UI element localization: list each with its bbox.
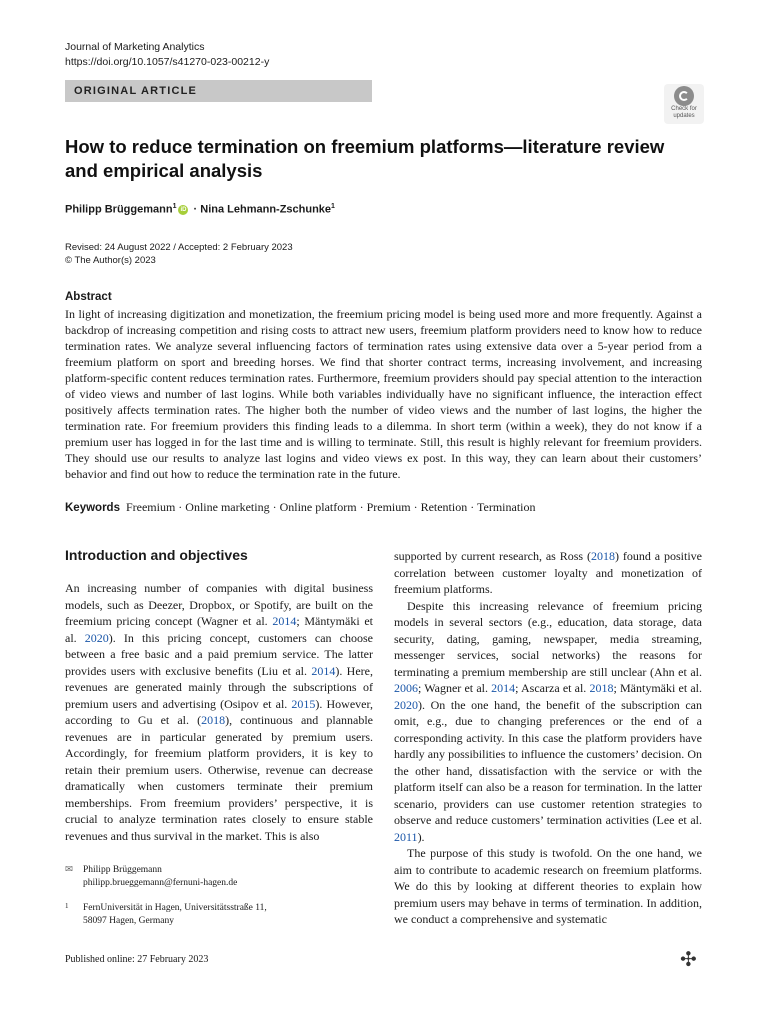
affiliation-line: 58097 Hagen, Germany <box>83 916 175 926</box>
affiliation-marker: 1 <box>172 203 177 210</box>
paragraph: Despite this increasing relevance of freemium pricing models in several sectors (e.g., education, data storage, data security, dating, gaming, newspaper, media streaming, messenger services, social networks) the reasons for terminating a premium membership are still unclear (Ahn et al. 2006; Wagner et al. 2014; Ascarza et al. 2018; Mäntymäki et al. 2020). On the one hand, the benefit of the subscription can omit, e.g., due to changing preferences or the end of a corresponding activity. In this case the platform providers have hardly any possibilities to influence the customers’ decision. On the other hand, dissatisfaction with the service or with the platform itself can also be a reason for termination. In the latter scenario, providers can use customer retention strategies to observe and reduce customers’ termination activities (Lee et al. 2011). <box>394 598 702 844</box>
corresponding-email[interactable]: philipp.brueggemann@fernuni-hagen.de <box>83 878 238 888</box>
journal-name: Journal of Marketing Analytics <box>65 41 205 53</box>
check-for-updates-button[interactable] <box>664 84 704 124</box>
orcid-icon[interactable]: iD <box>180 206 187 213</box>
author-name: Nina Lehmann-Zschunke <box>200 203 332 216</box>
check-updates-line1: Check for <box>671 106 697 112</box>
affiliation-line: FernUniversität in Hagen, Universitätsstraße 11, <box>83 903 267 913</box>
check-updates-line2: updates <box>673 113 695 119</box>
left-column <box>65 580 373 844</box>
affiliation-note <box>65 902 267 928</box>
right-column <box>394 548 702 928</box>
citation-link[interactable]: 2014 <box>491 681 516 695</box>
paper-title: How to reduce termination on freemium platforms—literature review and empirical analysis <box>65 136 665 181</box>
author-name: Philipp Brüggemann <box>65 203 173 216</box>
keywords-list: Freemium · Online marketing · Online platform · Premium · Retention · Termination <box>125 500 536 514</box>
journal-header <box>65 40 269 70</box>
article-type-label: ORIGINAL ARTICLE <box>74 85 198 97</box>
section-heading: Introduction and objectives <box>65 547 248 563</box>
affiliation-marker: 1 <box>331 203 335 210</box>
doi-link[interactable]: https://doi.org/10.1057/s41270-023-00212-y <box>65 56 270 68</box>
affiliation-number: 1 <box>65 902 69 910</box>
check-updates-icon <box>674 86 694 106</box>
paragraph: supported by current research, as Ross (2018) found a positive correlation between customer loyalty and monetization of freemium platforms. <box>394 549 702 596</box>
citation-link[interactable]: 2014 <box>311 663 336 678</box>
revision-dates: Revised: 24 August 2022 / Accepted: 2 February 2023 <box>65 242 293 253</box>
citation-link[interactable]: 2015 <box>291 696 316 711</box>
citation-link[interactable]: 2014 <box>272 614 297 628</box>
author-list <box>65 203 335 216</box>
abstract-text: In light of increasing digitization and monetization, the freemium pricing model is being used more and more frequently. Against a backdrop of increasing competition and rising costs to attract new users, freemium platform providers need to know how to reduce termination rates. We analyze several influencing factors of termination rates using extensive data over a 5-year period from a freemium platform on sport and breeding horses. We find that shorter contract terms, increasing involvement, and increasing platform-specific content reduces termination rates. Furthermore, freemium providers should pay special attention to the interaction of video views and number of last logins. While both variables individually have no significant influence, the interaction effect positively affects termination rates. The higher both the number of video views and the number of last logins, the higher the termination rate. For freemium providers this finding leads to a dilemma. In short term (within a week), they do not know if a premium user has logged in for the last time and is willing to terminate. Still, this result is highly relevant for freemium providers. They should use our results to analyze last logins and video views ex post. In this way, they can learn about their customers’ behavior and find out how to reduce the termination rate in the future. <box>65 307 702 481</box>
published-date: Published online: 27 February 2023 <box>65 954 209 965</box>
copyright: © The Author(s) 2023 <box>65 255 156 266</box>
citation-link[interactable]: 2018 <box>201 713 226 727</box>
correspondence-note <box>65 864 237 890</box>
paragraph: The purpose of this study is twofold. On the one hand, we aim to contribute to academic research on freemium platforms. We do this by looking at different theories to explain how premium users may behave in terms of termination. In addition, we conduct a comprehensive and systematic <box>394 846 702 926</box>
paragraph: An increasing number of companies with digital business models, such as Deezer, Dropbox, or Spotify, are built on the freemium pricing concept (Wagner et al. 2014; Mäntymäki et al. 2020). In this pricing concept, customers can choose between a free basic and a paid premium service. The latter provides users with exclusive benefits (Liu et al. 2014). Here, revenues are generated mainly through the subscriptions of premium users and advertising (Osipov et al. 2015). However, according to Gu et al. (2018), continuous and plannable revenues are in particular generated by premium users. Accordingly, for freemium platform providers, it is key to retain their premium users. Otherwise, revenue can decrease dramatically when customers terminate their premium memberships. From freemium providers’ perspective, it is crucial to analyze termination rates closely to ensure stable revenues and thus survival in the market. This is also <box>65 581 374 843</box>
publisher-logo-icon: ✣ <box>680 949 697 971</box>
citation-link[interactable]: 2011 <box>394 829 418 844</box>
envelope-icon: ✉ <box>65 865 73 875</box>
abstract-heading: Abstract <box>65 291 112 303</box>
article-type-badge <box>65 80 372 102</box>
citation-link[interactable]: 2006 <box>394 681 418 695</box>
citation-link[interactable]: 2020 <box>84 630 109 645</box>
citation-link[interactable]: 2018 <box>589 681 614 695</box>
keywords <box>65 500 535 515</box>
corresponding-author: Philipp Brüggemann <box>83 865 162 875</box>
citation-link[interactable]: 2020 <box>394 697 418 712</box>
citation-link[interactable]: 2018 <box>590 549 615 563</box>
keywords-label: Keywords <box>65 502 120 514</box>
author-separator: · <box>190 203 201 216</box>
article-dates <box>65 241 293 267</box>
